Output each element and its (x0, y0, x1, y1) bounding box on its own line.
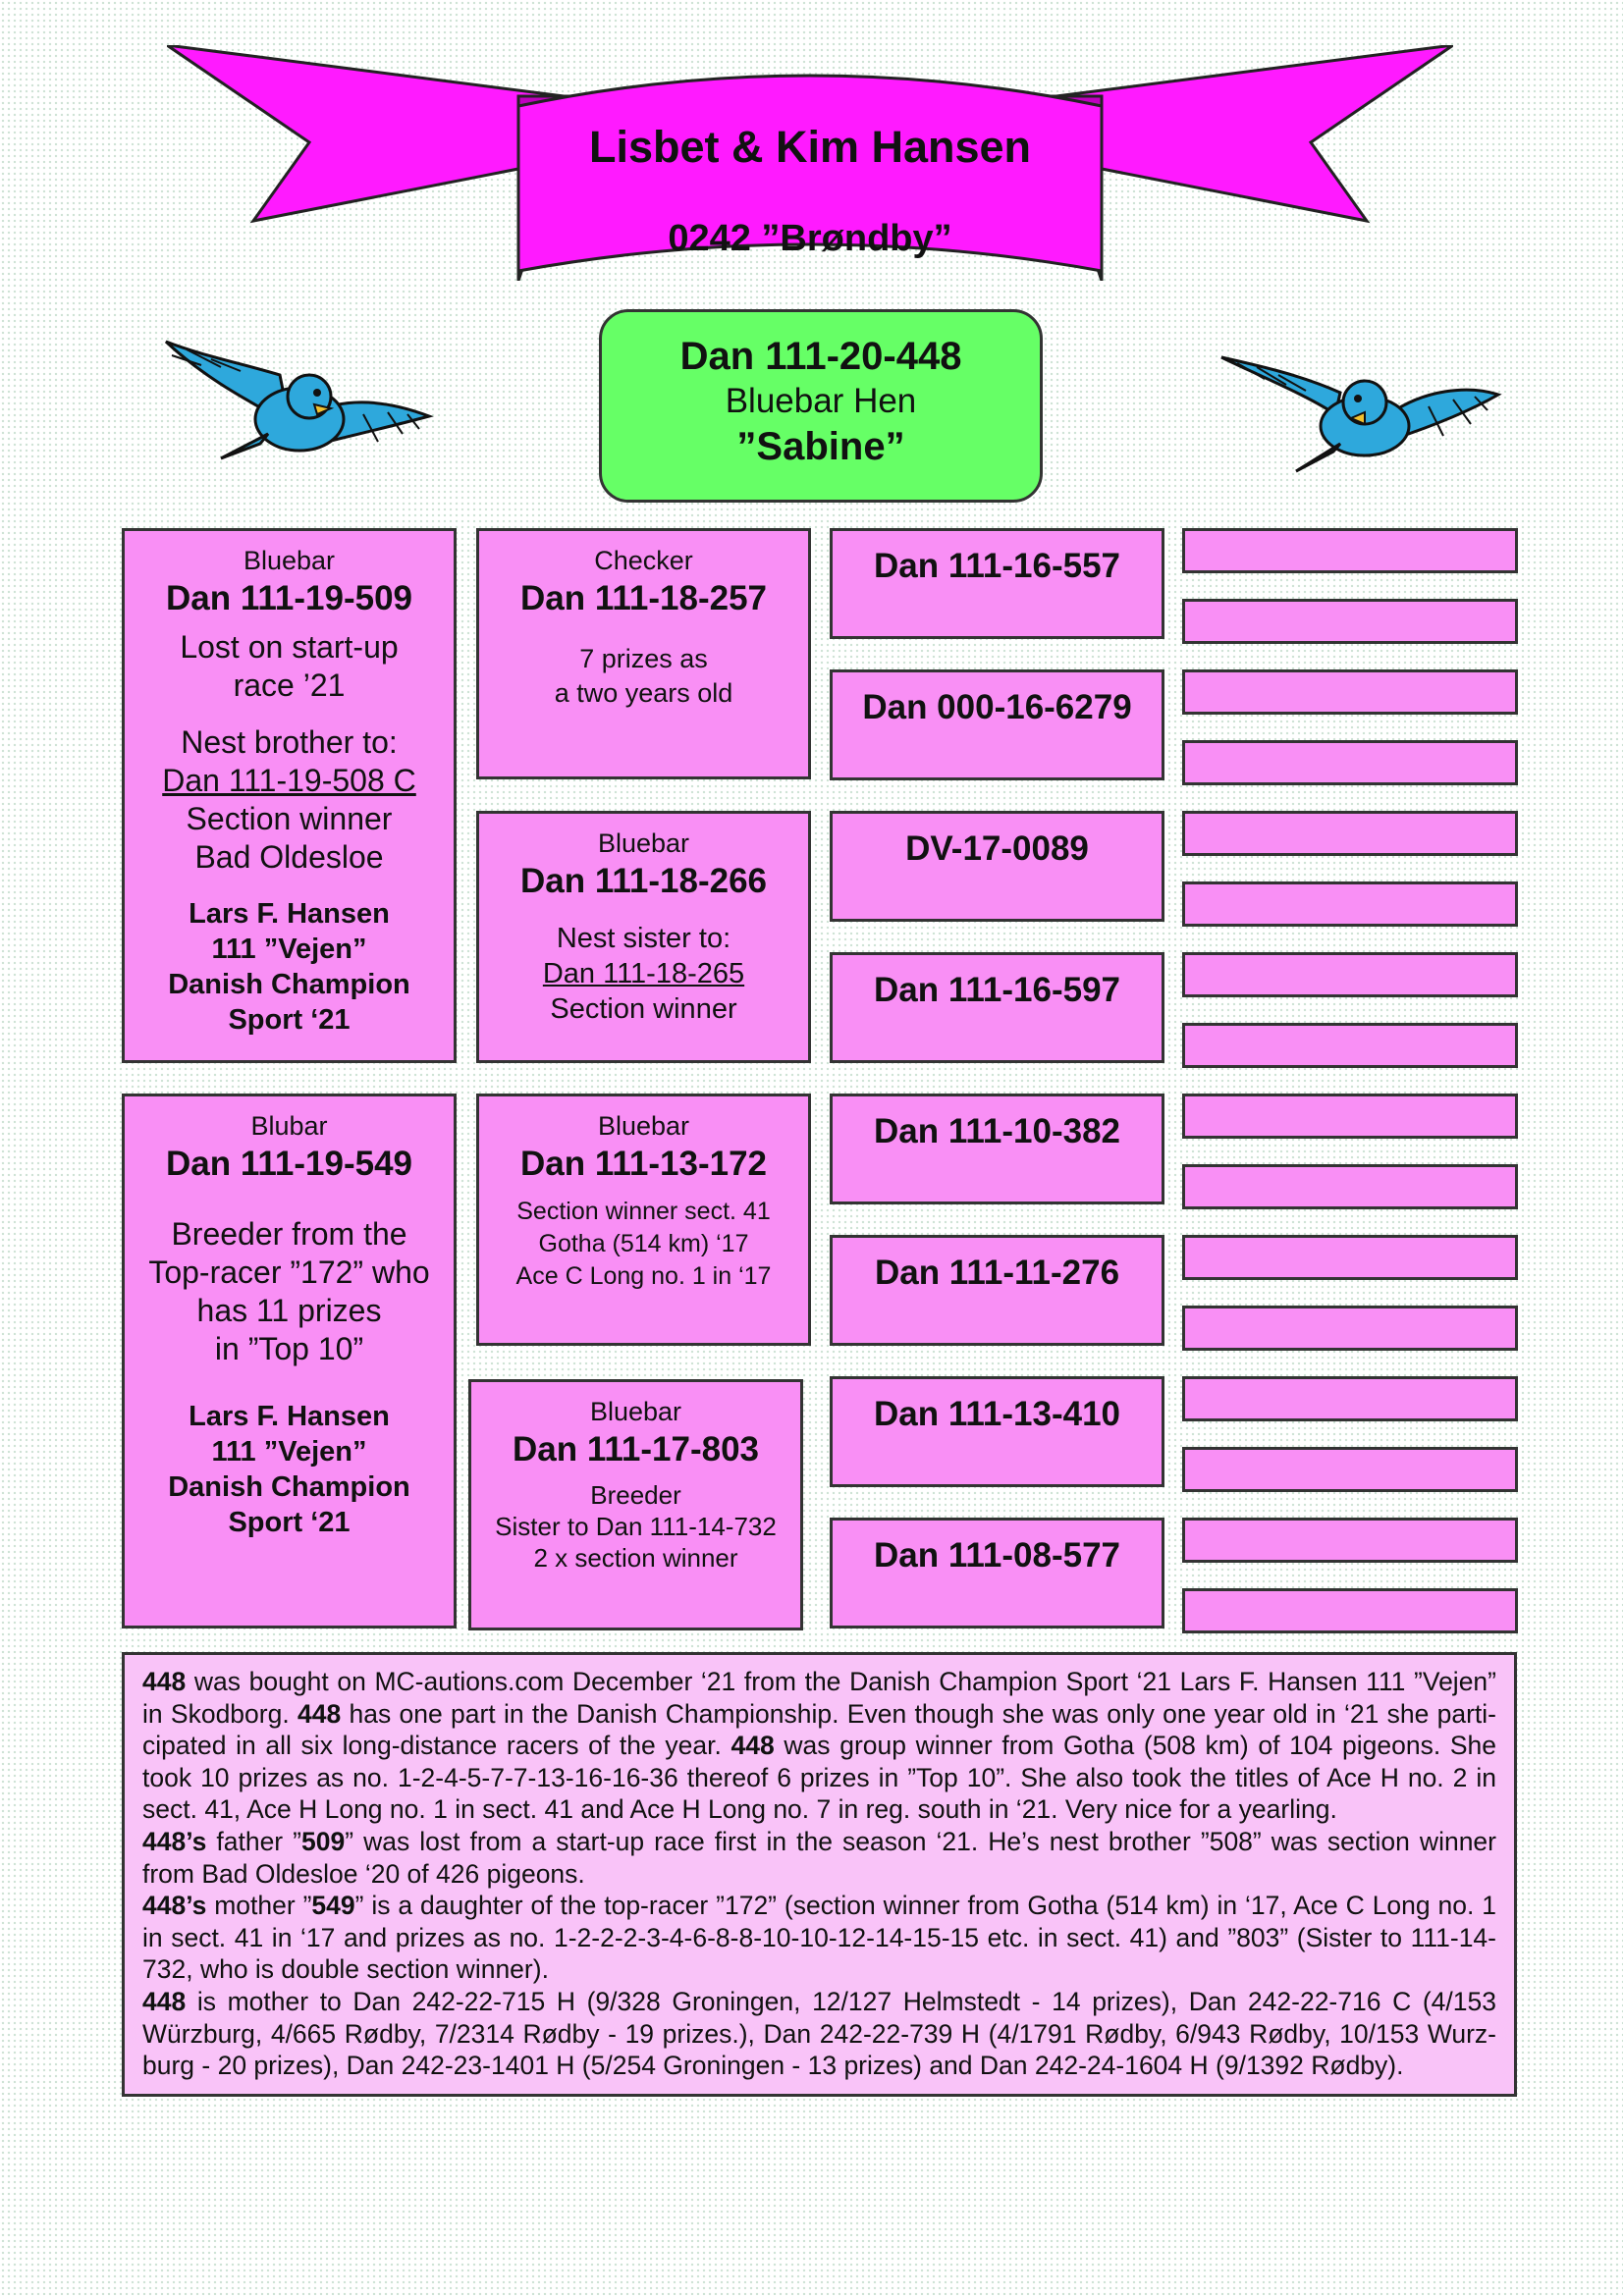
ancestor-stub (1182, 1164, 1518, 1209)
ancestor-stub (1182, 1588, 1518, 1633)
ancestor-stub (1182, 1447, 1518, 1492)
grandparent-note: a two years old (554, 678, 733, 708)
great-grandparent-card (830, 1518, 1164, 1629)
great-grandparent-ring: Dan 111-08-577 (873, 1536, 1120, 1575)
father-nest-note-2: Bad Oldesloe (194, 839, 384, 875)
summary-bold: 448’s (142, 1891, 207, 1921)
summary-bold: 448 (298, 1698, 342, 1729)
subject-ring: Dan 111-20-448 (679, 335, 962, 378)
summary-text: father ” (206, 1826, 301, 1856)
summary-text: was group winner from Gotha (508 km) of 104 pigeons. She took 10 prizes as no. 1-2-4-5-7-7-13-16-16-36 thereof 6 prizes in ”Top 10”. She also took the titles of Ace H no. 2 in sect. 41, Ace H Long no. 1 in sect. 41 and Ace H Long no. 7 in reg. south in ‘21. Very nice for a yearling. (142, 1731, 1496, 1825)
summary-text: ” is a daughter of the top-racer ”172” (section winner from Gotha (514 km) in ‘17, Ace C Long no. 1 in sect. 41 in ‘17 and prizes as no. 1-2-2-2-3-4-6-8-8-10-10-12-14-15-15 etc. in sect. 41) and ”803” (Sister to 111-14-732, who is double section winner). (142, 1891, 1496, 1985)
summary-text: ” was lost from a start-up race first in the season ‘21. He’s nest brother ”508” was section winner from Bad Oldesloe ‘20 of 426 pigeons. (142, 1826, 1496, 1889)
grandparent-card (476, 811, 811, 1063)
grandparent-ring: Dan 111-18-257 (519, 579, 767, 617)
great-grandparent-ring: Dan 111-16-597 (873, 971, 1120, 1009)
summary-paragraph (142, 1890, 1496, 1986)
summary-text-box (122, 1652, 1517, 2097)
grandparent-note: Gotha (514 km) ‘17 (538, 1230, 749, 1257)
summary-bold: 448 (142, 1667, 187, 1696)
grandparent-color: Bluebar (597, 1111, 690, 1141)
ancestor-stub (1182, 1518, 1518, 1563)
summary-text: has one part in the Danish Championship. Even though she was only one year old in ‘21 she parti-cipated in all six long-distance racers of the year. (142, 1698, 1496, 1761)
father-ring: Dan 111-19-509 (165, 579, 412, 617)
father-color: Bluebar (243, 546, 336, 575)
grandparent-ring: Dan 111-18-266 (519, 862, 767, 900)
ancestor-stub (1182, 528, 1518, 573)
father-breeder-3: Danish Champion (168, 969, 410, 1000)
great-grandparent-card (830, 669, 1164, 780)
great-grandparent-card (830, 1094, 1164, 1204)
ancestor-stub (1182, 881, 1518, 927)
grandparent-card (476, 528, 811, 779)
subject-color: Bluebar Hen (725, 382, 917, 420)
mother-note-4: in ”Top 10” (214, 1331, 364, 1366)
mother-breeder-4: Sport ‘21 (228, 1507, 351, 1538)
great-grandparent-card (830, 811, 1164, 922)
grandparent-note: Breeder (590, 1480, 681, 1510)
owner-name: Lisbet & Kim Hansen (588, 122, 1032, 172)
mother-note-1: Breeder from the (171, 1216, 407, 1252)
summary-bold: 448 (142, 1986, 187, 2016)
ancestor-stub (1182, 1235, 1518, 1280)
grandparent-note: Sister to Dan 111-14-732 (495, 1512, 777, 1541)
great-grandparent-ring: Dan 111-16-557 (873, 547, 1120, 585)
great-grandparent-ring: Dan 000-16-6279 (862, 688, 1132, 726)
great-grandparent-ring: DV-17-0089 (905, 829, 1089, 868)
great-grandparent-card (830, 1376, 1164, 1487)
great-grandparent-ring: Dan 111-10-382 (873, 1112, 1120, 1150)
grandparent-note: 2 x section winner (533, 1543, 738, 1573)
grandparent-ring: Dan 111-13-172 (519, 1145, 767, 1183)
grandparent-color: Bluebar (597, 828, 690, 858)
father-nest-note-1: Section winner (186, 801, 393, 836)
mother-ring: Dan 111-19-549 (165, 1145, 412, 1183)
grandparent-note: Nest sister to: (556, 923, 731, 954)
ancestor-stub (1182, 1094, 1518, 1139)
summary-paragraph (142, 1826, 1496, 1890)
subject-name: ”Sabine” (736, 425, 905, 468)
grandparent-note: Section winner (550, 993, 737, 1025)
ancestor-stub (1182, 1376, 1518, 1421)
grandparent-note: Ace C Long no. 1 in ‘17 (515, 1262, 772, 1290)
mother-breeder-1: Lars F. Hansen (189, 1401, 390, 1432)
subject-bird-card (599, 309, 1043, 503)
father-note-1: Lost on start-up (180, 629, 399, 665)
mother-breeder-2: 111 ”Vejen” (211, 1436, 367, 1468)
summary-bold: 448 (730, 1731, 775, 1761)
mother-card (122, 1094, 457, 1629)
ancestor-stub (1182, 811, 1518, 856)
father-note-2: race ’21 (233, 667, 346, 703)
grandparent-note: Section winner sect. 41 (516, 1198, 771, 1225)
summary-paragraph (142, 1986, 1496, 2082)
mother-note-3: has 11 prizes (196, 1293, 382, 1328)
ancestor-stub (1182, 952, 1518, 997)
ancestor-stub (1182, 1306, 1518, 1351)
ancestor-stub (1182, 599, 1518, 644)
great-grandparent-ring: Dan 111-11-276 (874, 1254, 1120, 1292)
father-breeder-4: Sport ‘21 (228, 1004, 351, 1036)
summary-bold: 549 (311, 1891, 355, 1921)
grandparent-color: Checker (594, 546, 693, 575)
loft-name: 0242 ”Brøndby” (668, 218, 952, 259)
summary-text: was bought on MC-autions.com December ‘21 from the Danish Champion Sport ‘21 Lars F. Hansen 111 ”Vejen” in Skodborg. (142, 1667, 1496, 1729)
great-grandparent-ring: Dan 111-13-410 (873, 1395, 1120, 1433)
father-nest-ring: Dan 111-19-508 C (162, 763, 416, 798)
ancestor-stub (1182, 1023, 1518, 1068)
grandparent-card (468, 1379, 803, 1630)
father-breeder-1: Lars F. Hansen (189, 898, 390, 930)
summary-bold: 509 (301, 1826, 346, 1856)
summary-bold: 448’s (142, 1826, 207, 1856)
header-banner (167, 45, 1453, 281)
summary-text: is mother to Dan 242-22-715 H (9/328 Groningen, 12/127 Helmstedt - 14 prizes), Dan 242-22-716 C (4/153 Würzburg, 4/665 Rødby, 7/2314 Rødby - 19 prizes.), Dan 242-22-739 H (4/1791 Rødby, 6/943 Rødby, 10/153 Wurz-burg - 20 prizes), Dan 242-23-1401 H (5/254 Groningen - 13 prizes) and Dan 242-24-1604 H (9/1392 Rødby). (142, 1986, 1496, 2081)
father-breeder-2: 111 ”Vejen” (211, 934, 367, 965)
father-card (122, 528, 457, 1063)
grandparent-color: Bluebar (589, 1397, 682, 1426)
mother-color: Blubar (250, 1111, 328, 1141)
grandparent-card (476, 1094, 811, 1346)
bluebird-right-icon (1217, 346, 1502, 475)
ancestor-stub (1182, 669, 1518, 715)
bluebird-left-icon (162, 336, 437, 465)
ancestor-stub (1182, 740, 1518, 785)
father-nest-label: Nest brother to: (181, 724, 398, 760)
grandparent-note: Dan 111-18-265 (542, 958, 745, 989)
great-grandparent-card (830, 952, 1164, 1063)
summary-text: mother ” (206, 1891, 312, 1921)
grandparent-ring: Dan 111-17-803 (512, 1430, 759, 1468)
grandparent-note: 7 prizes as (579, 644, 708, 673)
great-grandparent-card (830, 1235, 1164, 1346)
mother-breeder-3: Danish Champion (168, 1471, 410, 1503)
mother-note-2: Top-racer ”172” who (148, 1255, 430, 1290)
great-grandparent-card (830, 528, 1164, 639)
summary-paragraph (142, 1666, 1496, 1826)
